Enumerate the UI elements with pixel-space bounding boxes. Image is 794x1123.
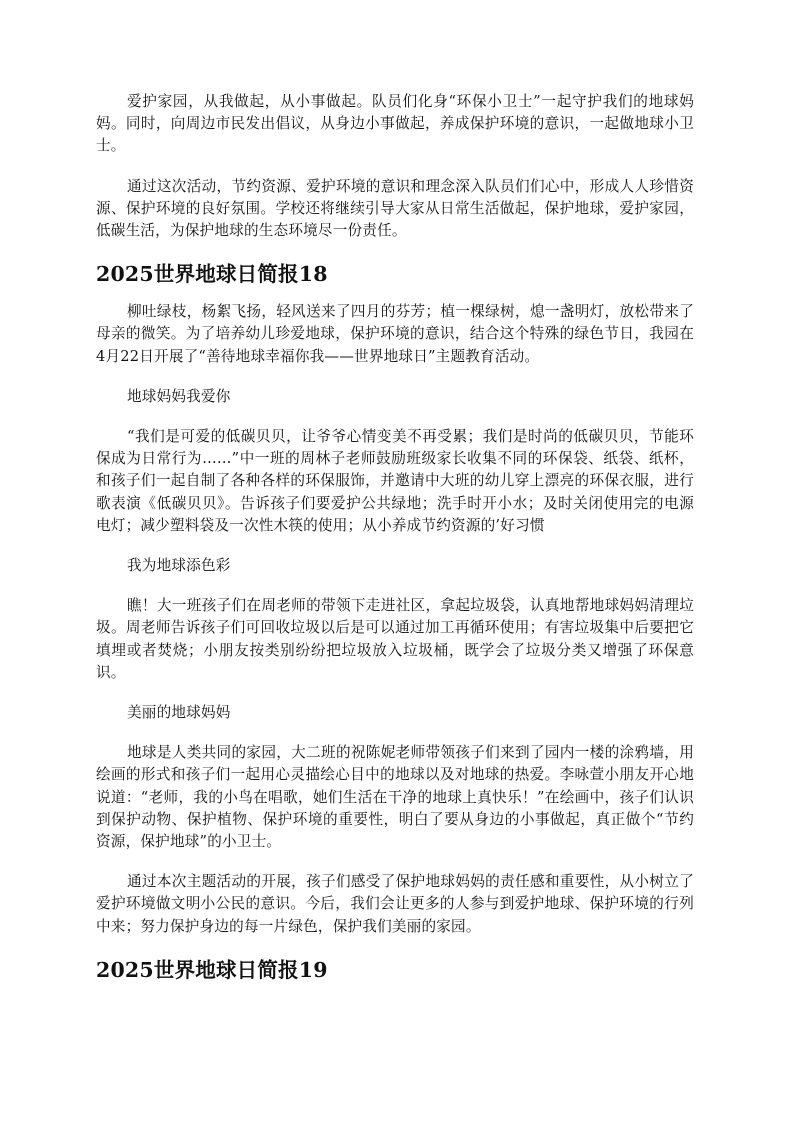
paragraph: 柳吐绿枝，杨絮飞扬，轻风送来了四月的芬芳；植一棵绿树，熄一盏明灯，放松带来了母亲的微笑。为了培养幼儿珍爱地球，保护环境的意识，结合这个特殊的绿色节日，我园在4月22日开展了“善待地球幸福你我——世界地球日”主题教育活动。	[96, 303, 694, 365]
paragraph: 通过这次活动，节约资源、爱护环境的意识和理念深入队员们们心中，形成人人珍惜资源、保护环境的良好氛围。学校还将继续引导大家从日常生活做起，保护地球，爱护家园，低碳生活，为保护地球的生态环境尽一份责任。	[96, 177, 694, 240]
section-heading: 2025世界地球日简报18	[96, 262, 328, 287]
paragraph: 地球是人类共同的家园，大二班的祝陈妮老师带领孩子们来到了园内一楼的涂鸦墙，用绘画的形式和孩子们一起用心灵描绘心目中的地球以及对地球的热爱。李咏萱小朋友开心地说道：“老师，我的小鸟在唱歌，她们生活在干净的地球上真快乐！”在绘画中，孩子们认识到保护动物、保护植物、保护环境的重要性，明白了要从身边的小事做起，真正做个“节约资源，保护地球”的小卫士。	[96, 744, 694, 851]
paragraph: 瞧！大一班孩子们在周老师的带领下走进社区，拿起垃圾袋，认真地帮地球妈妈清理垃圾。周老师告诉孩子们可回收垃圾以后是可以通过加工再循环使用；有害垃圾集中后要把它填埋或者焚烧；小朋友按类别纷纷把垃圾放入垃圾桶，既学会了垃圾分类又增强了环保意识。	[96, 597, 694, 681]
paragraph: “我们是可爱的低碳贝贝，让爷爷心情变美不再受累；我们是时尚的低碳贝贝，节能环保成为日常行为……”中一班的周林子老师鼓励班级家长收集不同的环保袋、纸袋、纸杯，和孩子们一起自制了各种各样的环保服饰，并邀请中大班的幼儿穿上漂亮的环保衣服，进行歌表演《低碳贝贝》。告诉孩子们要爱护公共绿地；洗手时开小水；及时关闭使用完的电源电灯；减少塑料袋及一次性木筷的使用；从小养成节约资源的’好习惯	[96, 428, 694, 534]
subsection-title: 美丽的地球妈妈	[127, 704, 231, 722]
document-page	[96, 91, 694, 997]
paragraph: 爱护家园，从我做起，从小事做起。队员们化身“环保小卫士”一起守护我们的地球妈妈。同时，向周边市民发出倡议，从身边小事做起，养成保护环境的意识，一起做地球小卫士。	[96, 93, 694, 155]
subsection-title: 地球妈妈我爱你	[127, 387, 231, 405]
subsection-title: 我为地球添色彩	[127, 557, 231, 575]
section-heading: 2025世界地球日简报19	[96, 957, 328, 982]
paragraph: 通过本次主题活动的开展，孩子们感受了保护地球妈妈的责任感和重要性，从小树立了爱护环境做文明小公民的意识。今后，我们会让更多的人参与到爱护地球、保护环境的行列中来；努力保护身边的每一片绿色，保护我们美丽的家园。	[96, 873, 694, 935]
